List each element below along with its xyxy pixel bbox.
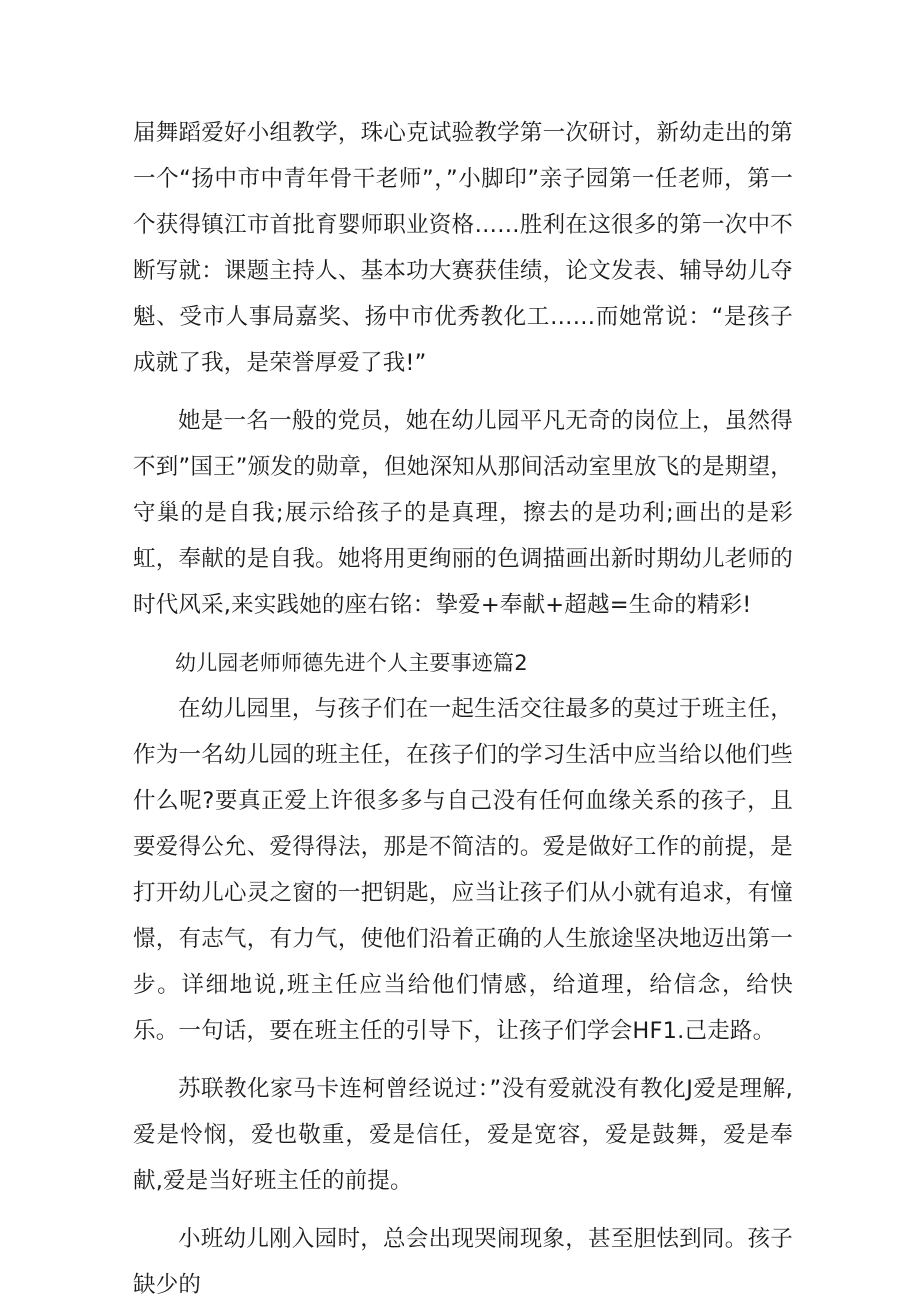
document-body	[133, 110, 793, 1308]
paragraph-makarenko-quote: 苏联教化家马卡连柯曾经说过：”没有爱就没有教化J爱是理解,爱是怜悯，爱也敬重，爱是信任，爱是宽容，爱是鼓舞，爱是奉献,爱是当好班主任的前提。	[133, 1076, 793, 1194]
paragraph-new-pupils: 小班幼儿刚入园时，总会出现哭闹现象，甚至胆怯到同。孩子缺少的	[133, 1226, 793, 1298]
paragraph-party-member: 她是一名一般的党员，她在幼儿园平凡无奇的岗位上，虽然得不到”国王”颁发的勋章，但她深知从那间活动室里放飞的是期望，守巢的是自我;展示给孩子的是真理，擦去的是功利;画出的是彩虹，奉献的是自我。她将用更绚丽的色调描画出新时期幼儿老师的时代风采,来实践她的座右铭：挚爱+奉献+超越=生命的精彩!	[133, 408, 793, 618]
paragraph-class-teacher: 在幼儿园里，与孩子们在一起生活交往最多的莫过于班主任，作为一名幼儿园的班主任，在孩子们的学习生活中应当给以他们些什么呢?要真正爱上许很多多与自己没有任何血缘关系的孩子，且要爱得公允、爱得得法，那是不简洁的。爱是做好工作的前提，是打开幼儿心灵之窗的一把钥匙，应当让孩子们从小就有追求，有憧憬，有志气，有力气，使他们沿着正确的人生旅途坚决地迈出第一步。详细地说,班主任应当给他们情感，给道理，给信念，给快乐。一句话，要在班主任的引导下，让孩子们学会HF1.己走路。	[133, 696, 793, 1044]
paragraph-continuation: 届舞蹈爱好小组教学，珠心克试验教学第一次研讨，新幼走出的第一个“扬中市中青年骨干老师”，”小脚印”亲子园第一任老师，第一个获得镇江市首批育婴师职业资格……胜利在这很多的第一次中不断写就：课题主持人、基本功大赛获佳绩，论文发表、辅导幼儿夺魁、受市人事局嘉奖、扬中市优秀教化工……而她常说：“是孩子成就了我，是荣誉厚爱了我!”	[133, 120, 793, 376]
section-heading: 幼儿园老师师德先进个人主要事迹篇2	[175, 651, 528, 675]
